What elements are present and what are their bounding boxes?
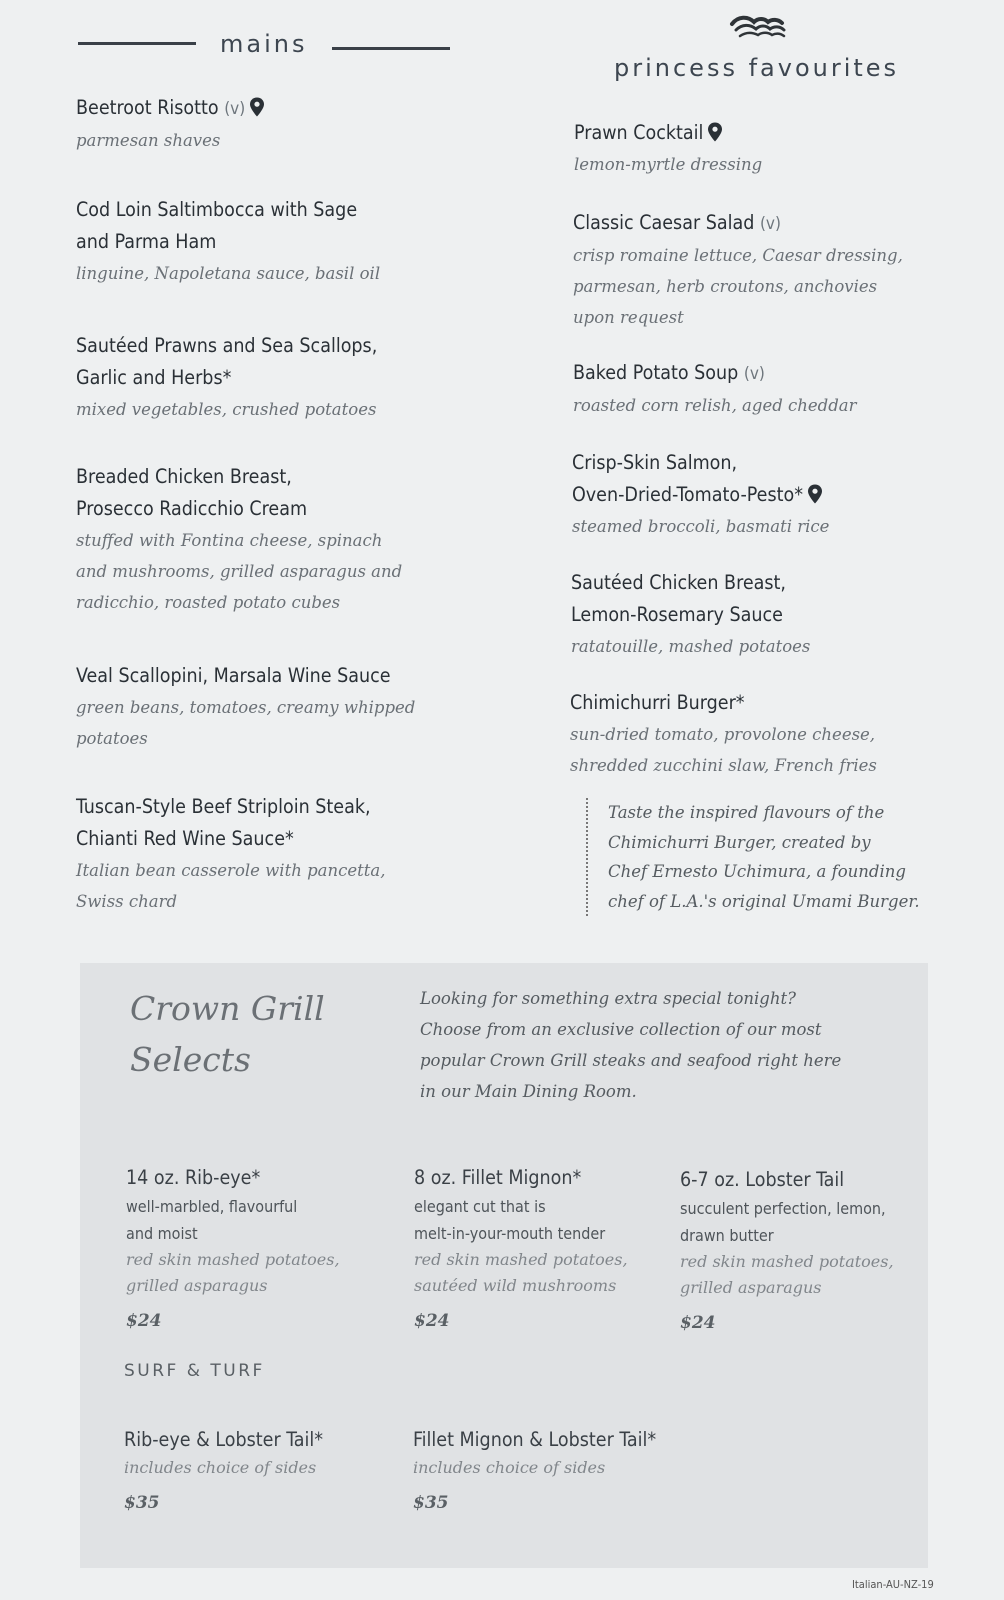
select-sides: includes choice of sides xyxy=(124,1458,317,1477)
mains-rule-right xyxy=(332,47,450,50)
crown-grill-intro: Looking for something extra special tonight? Choose from an exclusive collection of our most popular Crown Grill steaks and seafood right here in our Main Dining Room. xyxy=(420,989,842,1101)
select-name: 14 oz. Rib-eye* xyxy=(126,1166,261,1189)
vegetarian-mark: (v) xyxy=(759,214,781,234)
item-description: stuffed with Fontina cheese, spinach and mushrooms, grilled asparagus and radicchio, roasted potato cubes xyxy=(76,531,403,612)
menu-code: Italian-AU-NZ-19 xyxy=(852,1578,934,1591)
chef-callout: Taste the inspired flavours of the Chimichurri Burger, created by Chef Ernesto Uchimura, a founding chef of L.A.'s original Umami Burger. xyxy=(586,798,948,916)
select-name: Fillet Mignon & Lobster Tail* xyxy=(413,1428,657,1451)
item-name: Veal Scallopini, Marsala Wine Sauce xyxy=(76,664,391,687)
fav-item-salmon xyxy=(572,447,829,542)
item-name: Baked Potato Soup (v) xyxy=(573,361,765,384)
mains-rule-left xyxy=(78,42,196,45)
fav-item-chimichurri-burger xyxy=(570,687,877,781)
mains-item-prawns-scallops xyxy=(76,330,377,425)
item-description: sun-dried tomato, provolone cheese, shredded zucchini slaw, French fries xyxy=(570,725,877,775)
favourites-heading: princess favourites xyxy=(614,54,900,82)
select-cut: elegant cut that is melt-in-your-mouth tender xyxy=(414,1197,606,1243)
location-pin-icon xyxy=(707,122,723,142)
item-description: mixed vegetables, crushed potatoes xyxy=(76,400,377,419)
item-description: crisp romaine lettuce, Caesar dressing, parmesan, herb croutons, anchovies upon request xyxy=(573,246,903,327)
item-description: Italian bean casserole with pancetta, Swiss chard xyxy=(76,861,386,911)
select-cut: well-marbled, flavourful and moist xyxy=(126,1197,298,1243)
item-name: Classic Caesar Salad (v) xyxy=(573,211,781,234)
item-description: lemon-myrtle dressing xyxy=(574,155,763,174)
item-name: Breaded Chicken Breast, Prosecco Radicchio Cream xyxy=(76,465,308,520)
surf-turf-heading: SURF & TURF xyxy=(124,1361,265,1381)
item-description: parmesan shaves xyxy=(76,131,221,150)
vegetarian-mark: (v) xyxy=(224,99,246,119)
mains-item-beef-striploin xyxy=(76,791,385,917)
vegetarian-mark: (v) xyxy=(743,364,765,384)
select-cut: succulent perfection, lemon, drawn butter xyxy=(680,1199,886,1245)
location-pin-icon xyxy=(249,97,265,117)
select-sides: red skin mashed potatoes, sautéed wild mushrooms xyxy=(414,1250,628,1295)
select-sides: red skin mashed potatoes, grilled asparagus xyxy=(680,1252,894,1297)
fav-item-caesar-salad xyxy=(573,207,903,333)
crown-grill-section xyxy=(80,963,928,1568)
mains-heading: mains xyxy=(220,30,308,58)
princess-logo-icon xyxy=(728,14,788,44)
crown-grill-title: Crown Grill Selects xyxy=(130,989,325,1079)
item-name: Sautéed Chicken Breast, Lemon-Rosemary Sauce xyxy=(571,571,786,626)
select-sides: red skin mashed potatoes, grilled asparagus xyxy=(126,1250,340,1295)
location-pin-icon xyxy=(807,484,823,504)
select-name: Rib-eye & Lobster Tail* xyxy=(124,1428,323,1451)
surf-turf-fillet-lobster xyxy=(413,1425,713,1515)
select-price: $24 xyxy=(680,1313,716,1333)
select-price: $24 xyxy=(126,1311,162,1331)
select-name: 8 oz. Fillet Mignon* xyxy=(414,1166,582,1189)
item-name: Beetroot Risotto (v) xyxy=(76,92,265,125)
select-lobster-tail xyxy=(680,1165,920,1335)
fav-item-prawn-cocktail xyxy=(574,117,762,180)
mains-item-chicken-breast xyxy=(76,461,402,618)
fav-item-potato-soup xyxy=(573,357,857,421)
mains-item-veal-scallopini xyxy=(76,660,415,754)
select-name: 6-7 oz. Lobster Tail xyxy=(680,1168,845,1191)
item-name: Chimichurri Burger* xyxy=(570,691,745,714)
item-name: Prawn Cocktail xyxy=(574,117,762,149)
item-description: green beans, tomatoes, creamy whipped potatoes xyxy=(76,698,416,748)
item-name: Cod Loin Saltimbocca with Sage and Parma Ham xyxy=(76,198,358,253)
select-price: $35 xyxy=(124,1493,160,1513)
fav-item-chicken-breast xyxy=(571,567,810,662)
surf-turf-rib-eye-lobster xyxy=(124,1425,394,1515)
select-rib-eye xyxy=(126,1163,386,1333)
select-price: $24 xyxy=(414,1311,450,1331)
item-name: Crisp-Skin Salmon, Oven-Dried-Tomato-Pesto* xyxy=(572,447,829,511)
mains-item-cod-loin xyxy=(76,194,380,289)
item-description: steamed broccoli, basmati rice xyxy=(572,517,830,536)
select-sides: includes choice of sides xyxy=(413,1458,606,1477)
item-description: roasted corn relish, aged cheddar xyxy=(573,396,857,415)
select-price: $35 xyxy=(413,1493,449,1513)
item-name: Tuscan-Style Beef Striploin Steak, Chianti Red Wine Sauce* xyxy=(76,795,371,850)
select-fillet-mignon xyxy=(414,1163,674,1333)
item-description: ratatouille, mashed potatoes xyxy=(571,637,811,656)
item-description: linguine, Napoletana sauce, basil oil xyxy=(76,264,381,283)
mains-item-beetroot-risotto xyxy=(76,92,265,156)
item-name: Sautéed Prawns and Sea Scallops, Garlic and Herbs* xyxy=(76,334,378,389)
